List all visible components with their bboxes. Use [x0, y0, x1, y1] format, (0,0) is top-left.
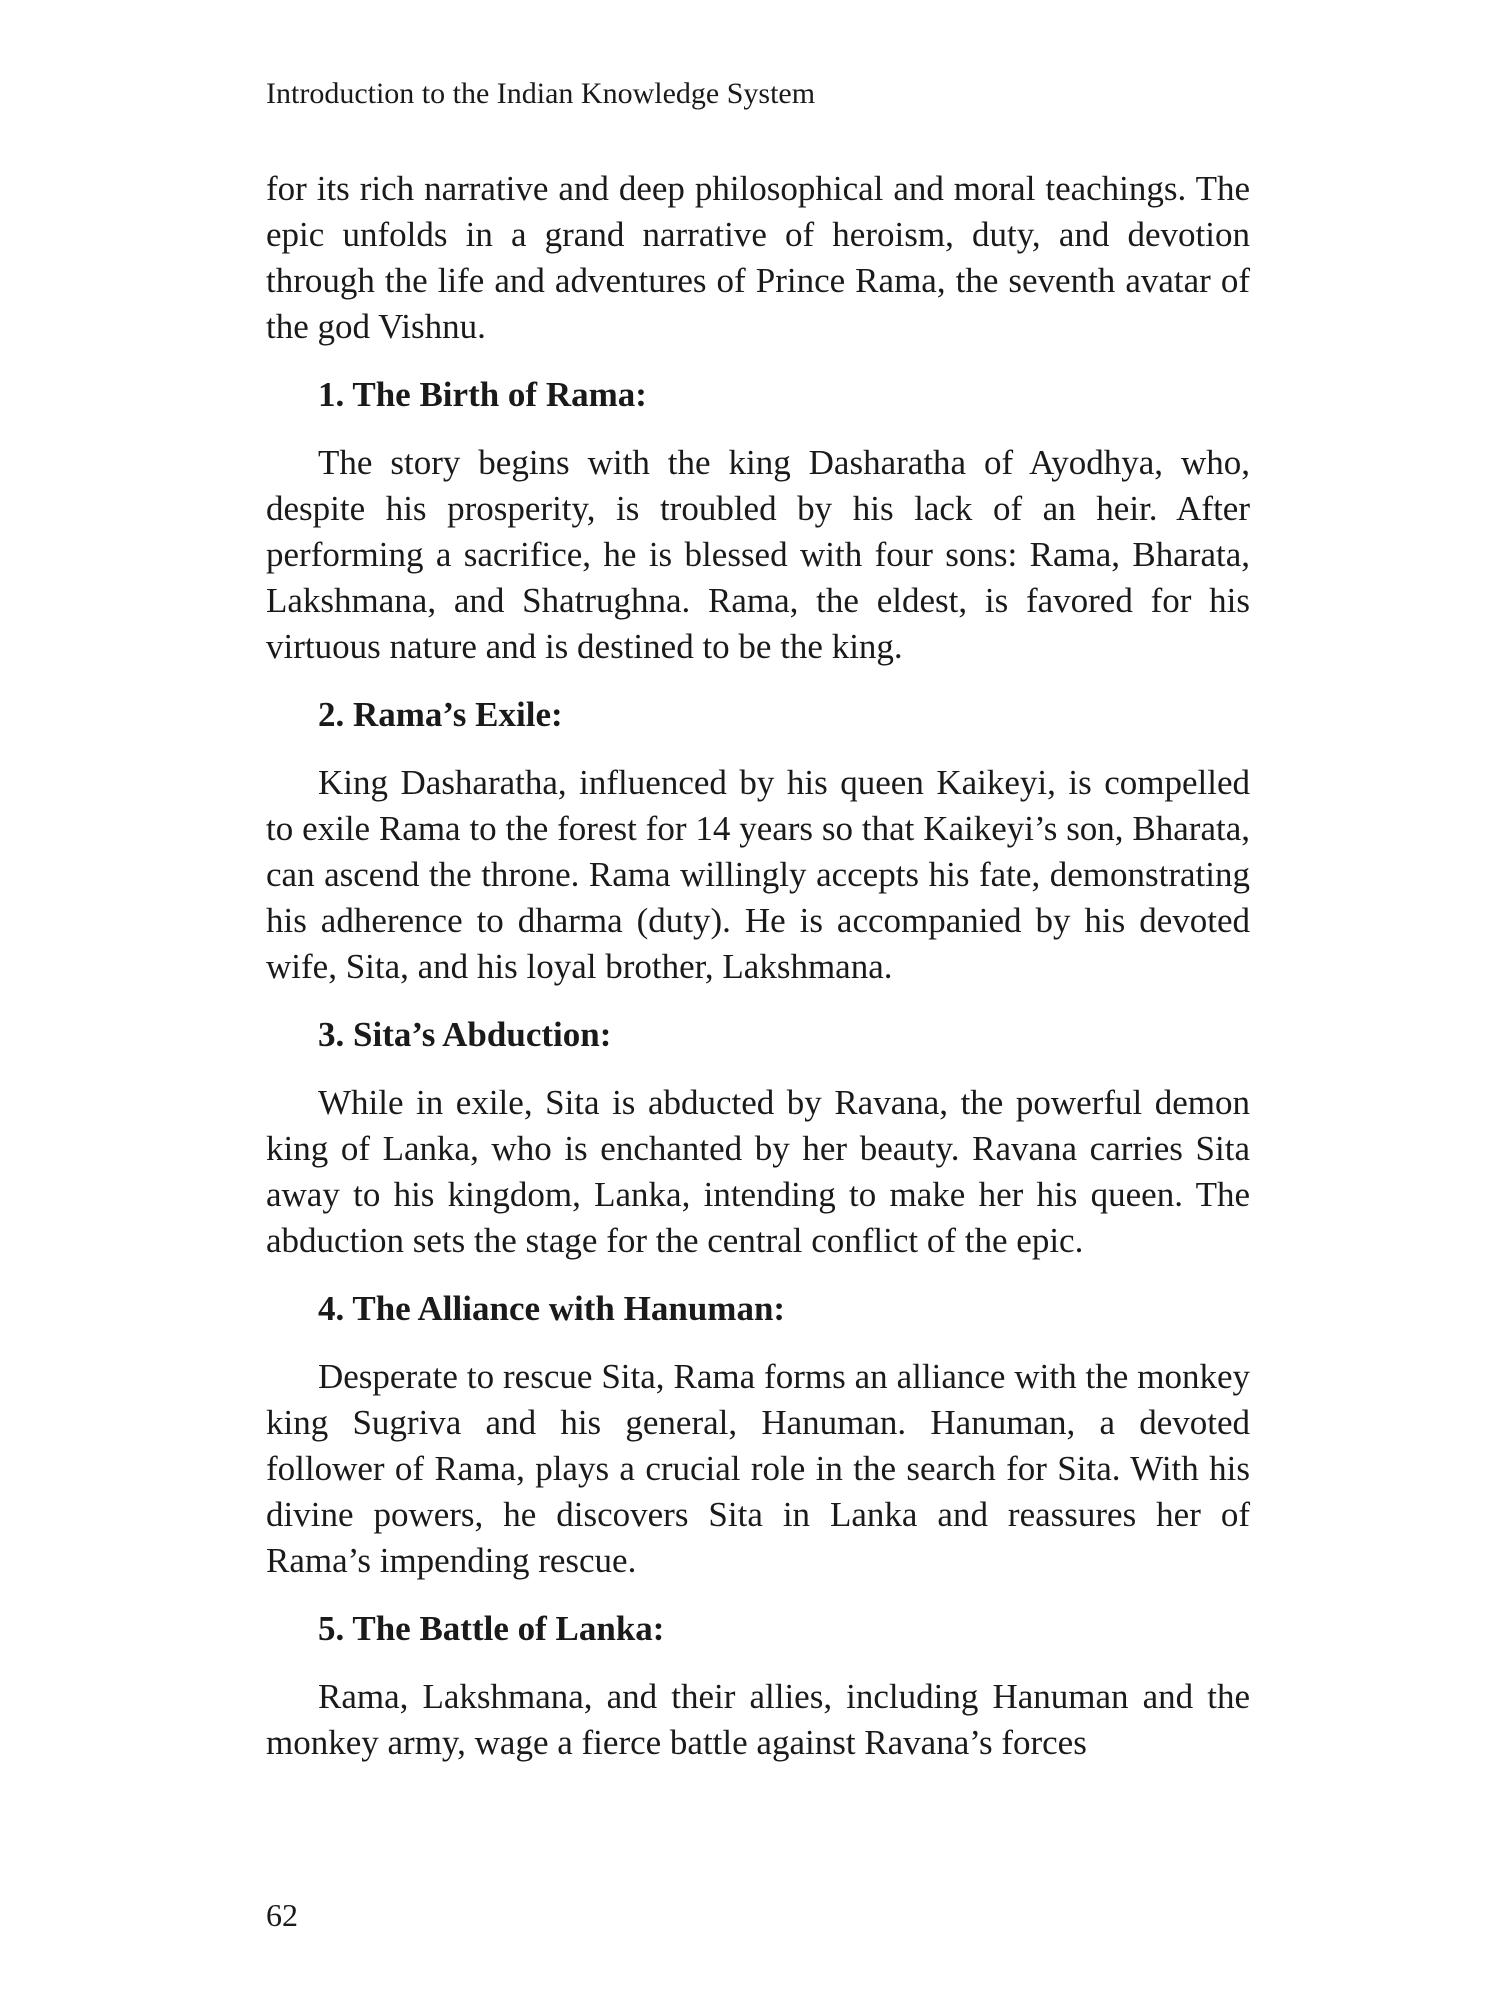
section-sitas-abduction [266, 1012, 1250, 1264]
section-paragraph: The story begins with the king Dasharatha of Ayodhya, who, despite his prosperity, is troubled by his lack of an heir. After performing a sacrifice, he is blessed with four sons: Rama, Bharata, Lakshmana, and Shatrughna. Rama, the eldest, is favored for his virtuous nature and is destined to be the king. [266, 443, 1250, 666]
section-battle-of-lanka [266, 1606, 1250, 1766]
section-heading: 2. Rama’s Exile: [318, 695, 563, 734]
section-paragraph: Rama, Lakshmana, and their allies, including Hanuman and the monkey army, wage a fierce battle against Ravana’s forces [266, 1677, 1250, 1762]
page-content [266, 166, 1250, 1766]
section-paragraph: Desperate to rescue Sita, Rama forms an alliance with the monkey king Sugriva and his general, Hanuman. Hanuman, a devoted follower of Rama, plays a crucial role in the search for Sita. With his divine powers, he discovers Sita in Lanka and reassures her of Rama’s impending rescue. [266, 1357, 1250, 1580]
section-ramas-exile [266, 692, 1250, 990]
section-heading: 4. The Alliance with Hanuman: [318, 1289, 786, 1328]
section-heading: 5. The Battle of Lanka: [318, 1609, 665, 1648]
section-heading: 3. Sita’s Abduction: [318, 1015, 612, 1054]
section-birth-of-rama [266, 372, 1250, 670]
running-header: Introduction to the Indian Knowledge System [266, 77, 816, 110]
section-alliance-with-hanuman [266, 1286, 1250, 1584]
intro-paragraph: for its rich narrative and deep philosophical and moral teachings. The epic unfolds in a grand narrative of heroism, duty, and devotion through the life and adventures of Prince Rama, the seventh avatar of the god Vishnu. [266, 169, 1250, 346]
page-number: 62 [266, 1897, 298, 1933]
section-paragraph: King Dasharatha, influenced by his queen Kaikeyi, is compelled to exile Rama to the forest for 14 years so that Kaikeyi’s son, Bharata, can ascend the throne. Rama willingly accepts his fate, demonstrating his adherence to dharma (duty). He is accompanied by his devoted wife, Sita, and his loyal brother, Lakshmana. [266, 763, 1250, 986]
section-heading: 1. The Birth of Rama: [318, 375, 647, 414]
section-paragraph: While in exile, Sita is abducted by Ravana, the powerful demon king of Lanka, who is enchanted by her beauty. Ravana carries Sita away to his kingdom, Lanka, intending to make her his queen. The abduction sets the stage for the central conflict of the epic. [266, 1083, 1250, 1260]
